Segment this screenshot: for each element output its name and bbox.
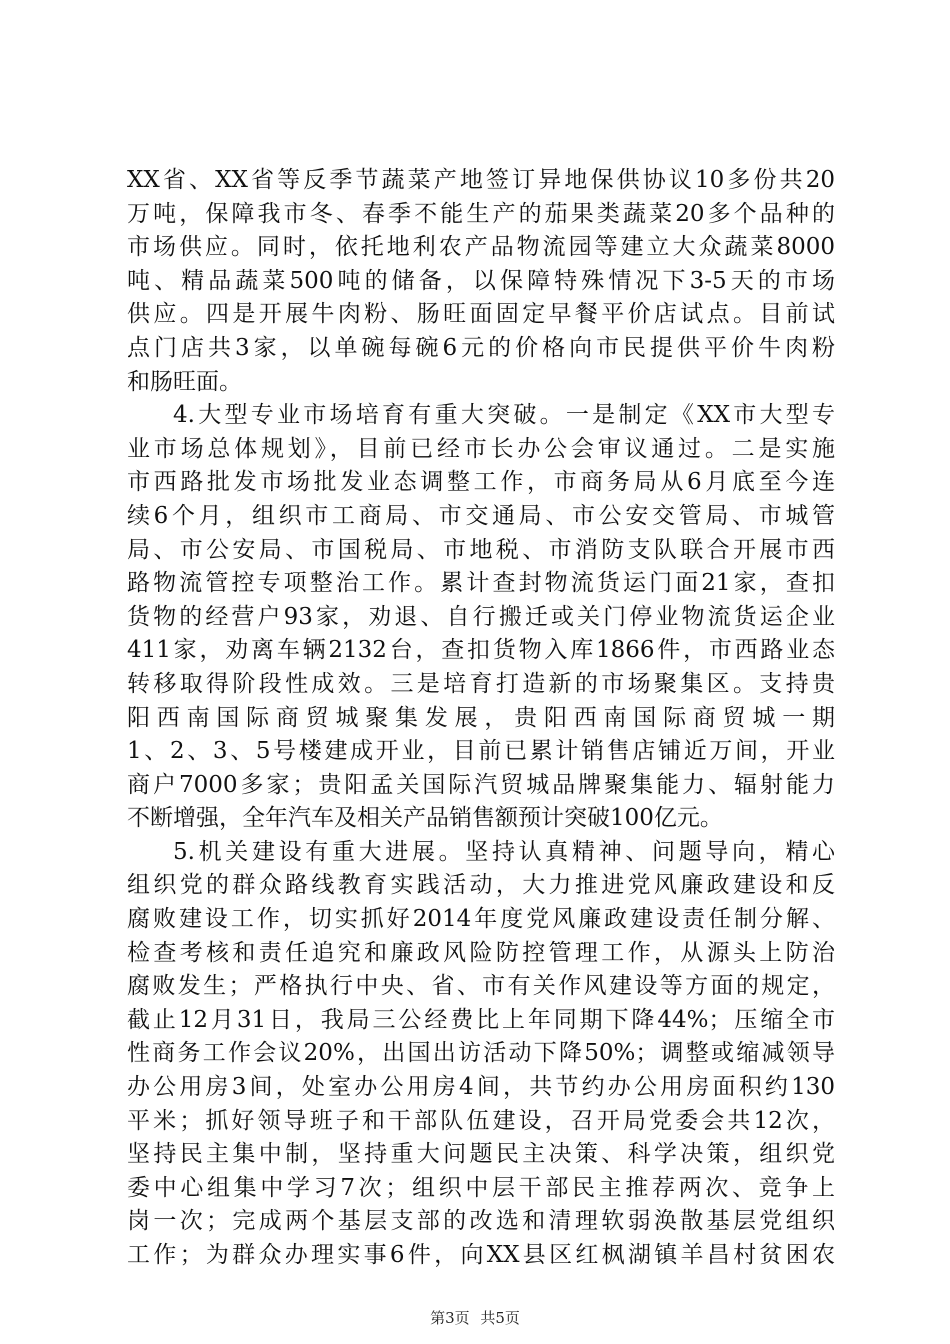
text-line: 1、2、3、5号楼建成开业，目前已累计销售店铺近万间，开业 [127, 738, 835, 765]
paragraph-3 [127, 836, 835, 1273]
document-body [127, 164, 835, 1273]
text-line: 腐败发生；严格执行中央、省、市有关作风建设等方面的规定， [127, 973, 835, 1000]
text-line: 坚持民主集中制，坚持重大问题民主决策、科学决策，组织党 [127, 1141, 835, 1168]
text-line: 万吨，保障我市冬、春季不能生产的茄果类蔬菜20多个品种的 [127, 200, 835, 227]
text-line: 吨、精品蔬菜500吨的储备，以保障特殊情况下3-5天的市场 [127, 267, 835, 294]
text-line: 转移取得阶段性成效。三是培育打造新的市场聚集区。支持贵 [127, 670, 835, 697]
text-line: 阳西南国际商贸城聚集发展，贵阳西南国际商贸城一期 [127, 704, 835, 731]
text-line: 市场供应。同时，依托地利农产品物流园等建立大众蔬菜8000 [127, 234, 835, 261]
text-line: 路物流管控专项整治工作。累计查封物流货运门面21家，查扣 [127, 570, 835, 597]
text-line: 工作；为群众办理实事6件，向XX县区红枫湖镇羊昌村贫困农 [127, 1242, 835, 1268]
text-line: 市西路批发市场批发业态调整工作，市商务局从6月底至今连 [127, 469, 835, 496]
text-line: 性商务工作会议20%，出国出访活动下降50%；调整或缩减领导 [127, 1040, 835, 1067]
text-line: 委中心组集中学习7次；组织中层干部民主推荐两次、竞争上 [127, 1174, 835, 1201]
text-line: 办公用房3间，处室办公用房4间，共节约办公用房面积约130 [127, 1074, 835, 1101]
text-line: 411家，劝离车辆2132台，查扣货物入库1866件，市西路业态 [127, 637, 835, 664]
page-total: 共5页 [480, 1309, 520, 1327]
text-line: XX省、XX省等反季节蔬菜产地签订异地保供协议10多份共20 [127, 167, 835, 193]
paragraph-2 [127, 399, 835, 836]
text-line: 续6个月，组织市工商局、市交通局、市公安交管局、市城管 [127, 502, 835, 529]
page-footer [0, 1307, 950, 1328]
text-line: 货物的经营户93家，劝退、自行搬迁或关门停业物流货运企业 [127, 603, 835, 630]
text-line: 5.机关建设有重大进展。坚持认真精神、问题导向，精心 [173, 838, 835, 865]
text-line: 供应。四是开展牛肉粉、肠旺面固定早餐平价店试点。目前试 [127, 301, 835, 328]
text-line: 检查考核和责任追究和廉政风险防控管理工作，从源头上防治 [127, 939, 835, 966]
text-line: 4.大型专业市场培育有重大突破。一是制定《XX市大型专 [173, 402, 835, 429]
text-line: 平米；抓好领导班子和干部队伍建设，召开局党委会共12次， [127, 1107, 835, 1134]
text-line: 业市场总体规划》，目前已经市长办公会审议通过。二是实施 [127, 435, 835, 462]
text-line: 腐败建设工作，切实抓好2014年度党风廉政建设责任制分解、 [127, 906, 835, 933]
text-line: 点门店共3家，以单碗每碗6元的价格向市民提供平价牛肉粉 [127, 334, 835, 361]
paragraph-1 [127, 164, 835, 399]
text-line: 商户7000多家；贵阳孟关国际汽贸城品牌聚集能力、辐射能力 [127, 771, 835, 798]
text-line: 截止12月31日，我局三公经费比上年同期下降44%；压缩全市 [127, 1006, 835, 1033]
text-line: 局、市公安局、市国税局、市地税、市消防支队联合开展市西 [127, 536, 835, 563]
page-number: 第3页 [430, 1309, 470, 1327]
text-line: 岗一次；完成两个基层支部的改选和清理软弱涣散基层党组织 [127, 1208, 835, 1235]
text-line: 不断增强，全年汽车及相关产品销售额预计突破100亿元。 [127, 805, 723, 832]
text-line: 组织党的群众路线教育实践活动，大力推进党风廉政建设和反 [127, 872, 835, 899]
text-line: 和肠旺面。 [127, 368, 242, 395]
